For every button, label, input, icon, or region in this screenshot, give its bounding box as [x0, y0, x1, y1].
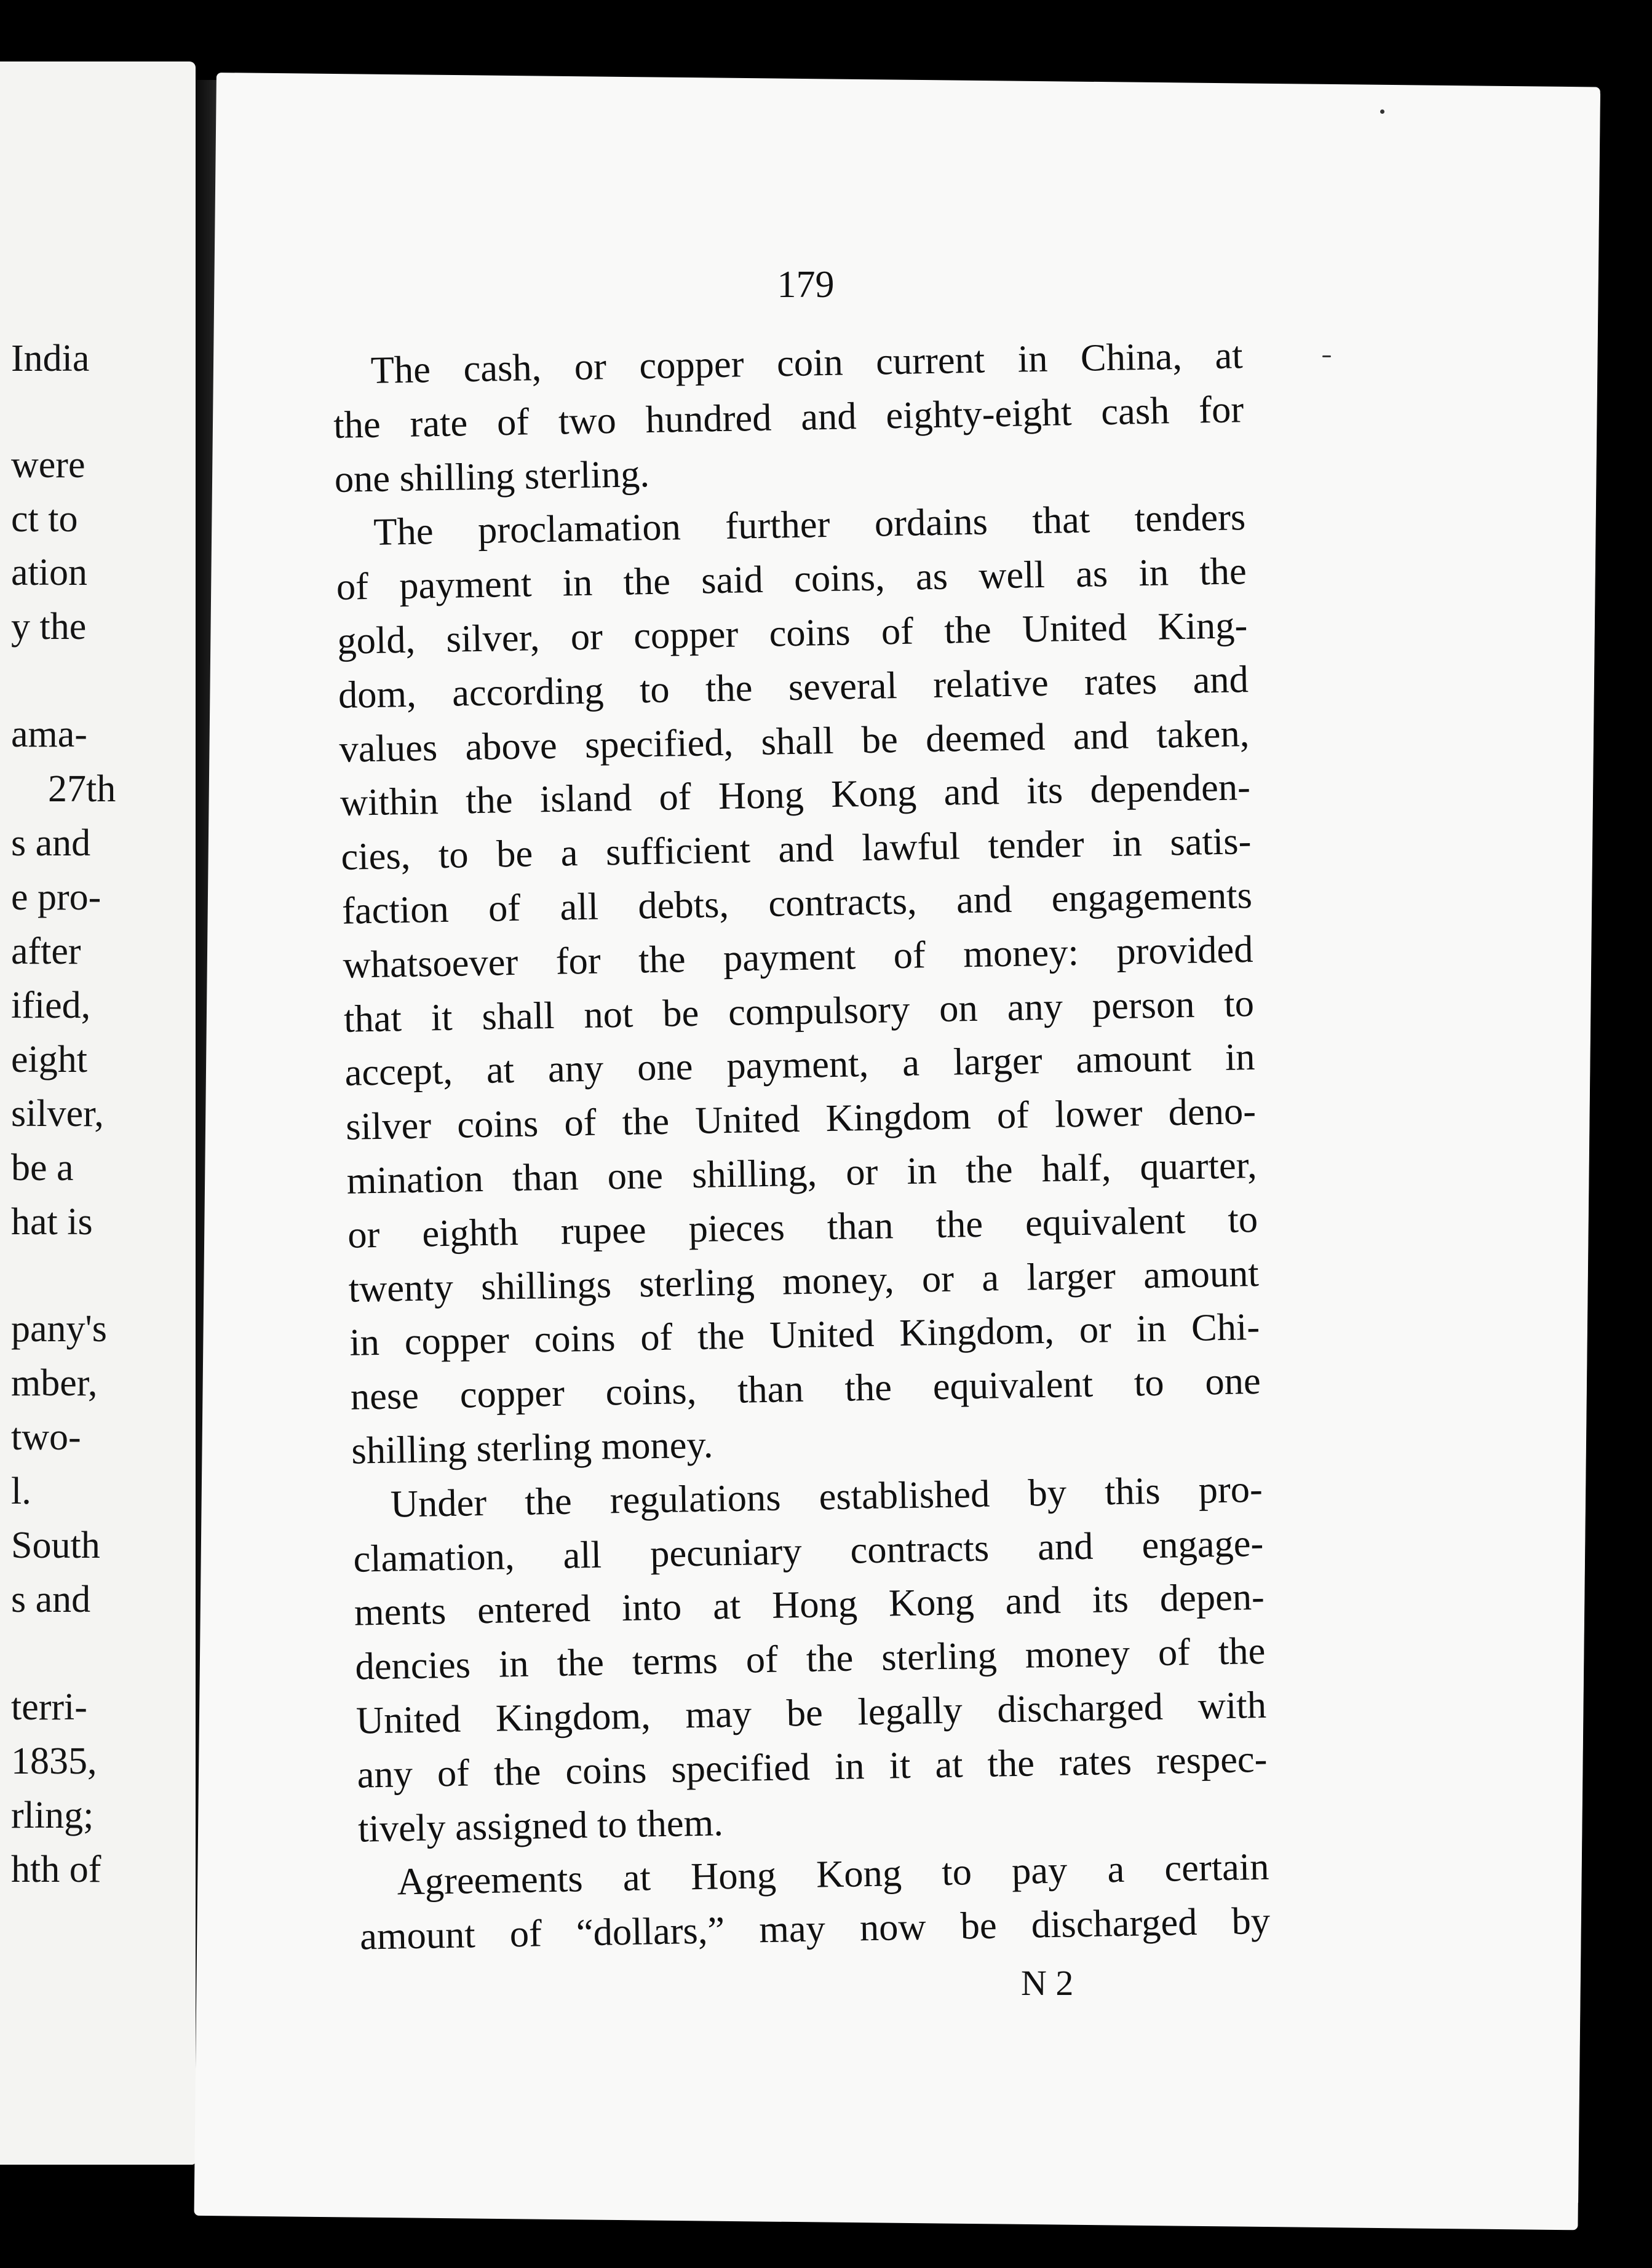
- text-line: amount of “dollars,” may now be discharged by: [359, 1898, 1271, 1958]
- text-line: faction of all debts, contracts, and engagements: [341, 873, 1253, 932]
- text-line: one shilling sterling.: [334, 451, 650, 501]
- left-page-fragment: 27th: [48, 768, 116, 810]
- text-line: that it shall not be compulsory on any person to: [343, 981, 1255, 1041]
- text-line: shilling sterling money.: [351, 1422, 713, 1472]
- text-line: tively assigned to them.: [357, 1800, 724, 1850]
- text-line: accept, at any one payment, a larger amount in: [344, 1035, 1256, 1095]
- left-page-fragment: ified,: [11, 985, 91, 1026]
- dust-speck: [1380, 109, 1384, 114]
- left-page-fragment: eight: [11, 1039, 87, 1080]
- left-page-fragment: two-: [11, 1416, 81, 1458]
- left-page-fragment: after: [11, 930, 81, 972]
- text-line: gold, silver, or copper coins of the United King-: [336, 603, 1248, 662]
- page-number: 179: [777, 264, 835, 306]
- dust-speck: [1322, 355, 1331, 357]
- left-page-fragment: s and: [11, 1579, 91, 1620]
- text-line: twenty shillings sterling money, or a larger amount: [348, 1251, 1260, 1310]
- left-page-fragment: South: [11, 1525, 100, 1566]
- left-page-fragment: mber,: [11, 1362, 98, 1404]
- left-page-fragment: were: [11, 444, 85, 486]
- text-line: cies, to be a sufficient and lawful tender in satis-: [340, 819, 1252, 879]
- left-page-fragment: hat is: [11, 1201, 93, 1243]
- text-line: nese copper coins, than the equivalent to one: [350, 1359, 1261, 1418]
- text-line: in copper coins of the United Kingdom, or in Chi-: [349, 1305, 1260, 1365]
- text-line: whatsoever for the payment of money: provided: [342, 927, 1253, 986]
- left-page-fragment: l.: [11, 1470, 31, 1512]
- text-line: within the island of Hong Kong and its dependen-: [340, 765, 1251, 825]
- left-page-fragment: 1835,: [11, 1740, 97, 1782]
- left-page-fragment: silver,: [11, 1093, 104, 1135]
- left-page-fragment: pany's: [11, 1308, 107, 1350]
- left-page-fragment: s and: [11, 822, 91, 864]
- left-page-fragment: ation: [11, 552, 87, 593]
- left-page-fragment: ct to: [11, 498, 78, 540]
- left-page-fragment: India: [11, 338, 90, 379]
- text-line: any of the coins specified in it at the rates respec-: [356, 1737, 1268, 1796]
- body-text: [332, 328, 1271, 1964]
- text-line: dencies in the terms of the sterling money of the: [354, 1628, 1266, 1688]
- left-page-fragment: ama-: [11, 713, 87, 755]
- left-page-fragment: be a: [11, 1147, 74, 1189]
- left-page-fragment: hth of: [11, 1849, 101, 1890]
- left-page-fragment: rling;: [11, 1794, 94, 1836]
- text-line: United Kingdom, may be legally discharged with: [355, 1683, 1267, 1742]
- text-line: values above specified, shall be deemed and taken,: [338, 711, 1250, 771]
- text-line: or eighth rupee pieces than the equivalent to: [347, 1197, 1258, 1256]
- text-line: The proclamation further ordains that tenders: [373, 495, 1246, 554]
- text-line: clamation, all pecuniary contracts and engage-: [352, 1521, 1264, 1580]
- left-facing-page: [0, 61, 196, 2165]
- signature-mark: N 2: [1021, 1963, 1074, 2003]
- text-line: dom, according to the several relative rates and: [338, 657, 1249, 716]
- left-page-fragment: e pro-: [11, 876, 101, 918]
- text-line: Agreements at Hong Kong to pay a certain: [397, 1845, 1270, 1903]
- left-page-fragment: y the: [11, 606, 87, 648]
- text-line: the rate of two hundred and eighty-eight cash for: [333, 387, 1244, 446]
- text-line: The cash, or copper coin current in China, at: [370, 333, 1244, 392]
- text-line: ments entered into at Hong Kong and its depen-: [354, 1575, 1265, 1635]
- text-line: of payment in the said coins, as well as in the: [336, 549, 1247, 609]
- text-line: Under the regulations established by this pro-: [390, 1467, 1263, 1526]
- text-line: mination than one shilling, or in the half, quarter,: [346, 1143, 1258, 1202]
- left-page-fragment: terri-: [11, 1686, 87, 1728]
- text-line: silver coins of the United Kingdom of lower deno-: [345, 1089, 1257, 1148]
